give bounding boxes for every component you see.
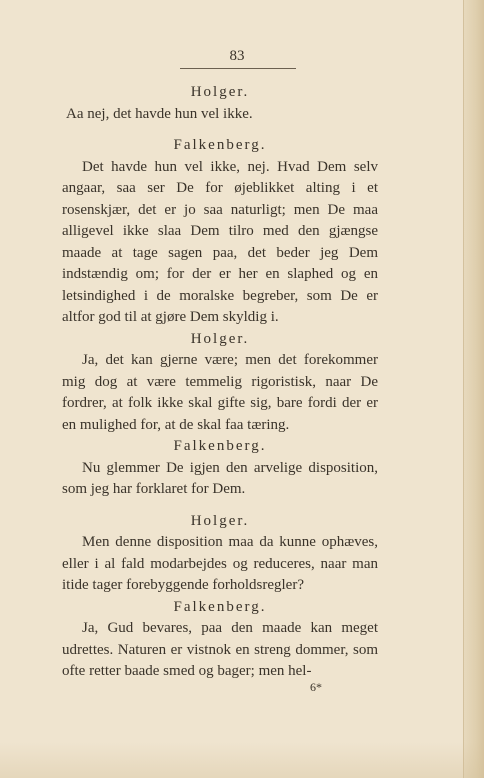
- speech-text: Nu glemmer De igjen den arvelige disposition, som jeg har forklaret for Dem.: [62, 459, 378, 497]
- speaker-name: Holger.: [190, 330, 250, 347]
- speech-text: Det havde hun vel ikke, nej. Hvad Dem selv angaar, saa ser De for øjeblikket alting i et rosenskjær, det er jo saa naturligt; men De maa alligevel ikke slaa Dem tilro med den gjængse maade at tage sagen paa, det beder jeg Dem indstændig om; for der er her en slaphed og en letsindighed i de moralske begreber, som De er altfor god til at gjøre Dem skyldig i.: [62, 158, 378, 325]
- page-number-rule: [180, 68, 296, 69]
- page-edge: [463, 0, 484, 778]
- speaker-name: Falkenberg.: [173, 438, 267, 454]
- page-number: 83: [229, 48, 245, 64]
- speech-text: Ja, det kan gjerne være; men det forekommer mig dog at være temmelig rigoristisk, naar De fordrer, at folk ikke skal gifte sig, bare fordi der er en mulighed for, at de skal faa tæring.: [62, 352, 378, 433]
- signature-mark: 6*: [310, 680, 322, 694]
- speaker-name: Holger.: [190, 84, 250, 100]
- speech-text: Ja, Gud bevares, paa den maade kan meget udrettes. Naturen er vistnok en streng dommer, som ofte retter baade smed og bager; men hel-: [62, 620, 378, 679]
- speech-text: Aa nej, det havde hun vel ikke.: [66, 105, 253, 122]
- speaker-name: Falkenberg.: [173, 137, 267, 153]
- speaker-name: Holger.: [190, 512, 250, 529]
- page-bottom-shade: [0, 742, 484, 778]
- speech-text: Men denne disposition maa da kunne ophæves, eller i al fald modarbejdes og reduceres, naar man itide tager forebyggende forholdsregler?: [62, 534, 378, 593]
- speaker-name: Falkenberg.: [173, 598, 267, 615]
- text-block: [62, 48, 378, 683]
